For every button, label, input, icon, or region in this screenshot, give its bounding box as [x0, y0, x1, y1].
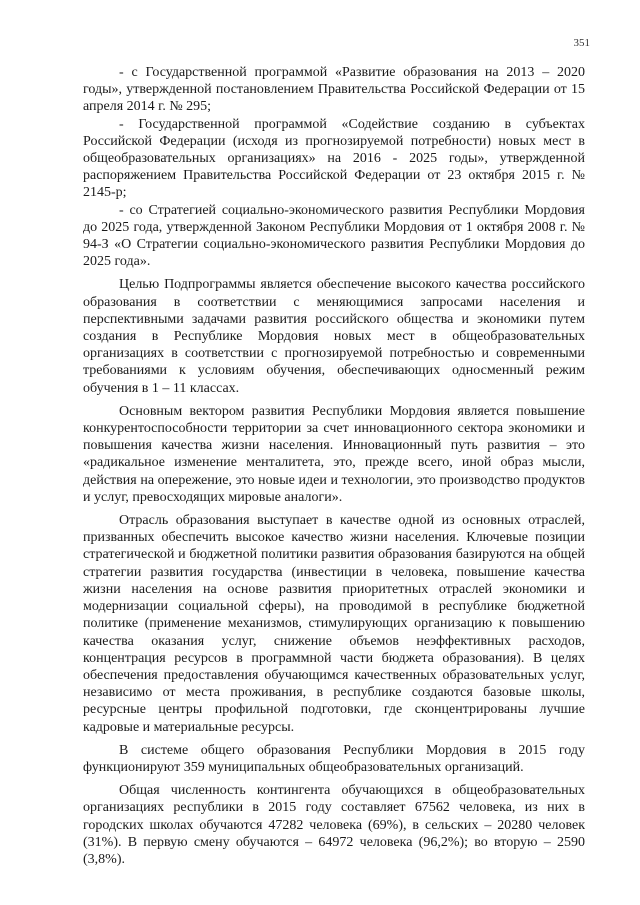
- paragraph-state-program-education: - с Государственной программой «Развитие образования на 2013 – 2020 годы», утвержденной постановлением Правительства Российской Федерации от 15 апреля 2014 г. № 295;: [83, 65, 585, 115]
- paragraph-state-program-new-places: - Государственной программой «Содействие созданию в субъектах Российской Федерации (исходя из прогнозируемой потребности) новых мест в общеобразовательных организациях» на 2016 - 2025 годы», утвержденной распоряжением Правительства Российской Федерации от 23 октября 2015 г. № 2145-р;: [83, 116, 585, 201]
- paragraph-development-vector: Основным вектором развития Республики Мордовия является повышение конкурентоспособности территории за счет инновационного сектора экономики и повышения качества жизни населения. Инновационный путь развития – это «радикальное изменение менталитета, это, прежде всего, иной образ мысли, действия на опережение, это новые идеи и технологии, это производство продуктов и услуг, превосходящих мировые аналоги».: [83, 403, 585, 505]
- paragraph-strategy-mordovia: - со Стратегией социально-экономического развития Республики Мордовия до 2025 года, утвержденной Законом Республики Мордовия от 1 октября 2008 г. № 94-З «О Стратегии социально-экономического развития Республики Мордовия до 2025 года».: [83, 202, 585, 270]
- paragraph-education-sector: Отрасль образования выступает в качестве одной из основных отраслей, призванных обеспечить высокое качество жизни населения. Ключевые позиции стратегической и бюджетной политики развития образования базируются на общей стратегии развития государства (инвестиции в человека, повышение качества жизни населения на основе развития приоритетных отраслей экономики и модернизации социальной сферы), на проводимой в республике бюджетной политике (применение механизмов, стимулирующих организацию к повышению качества оказания услуг, снижение объемов неэффективных расходов, концентрация ресурсов в программной части бюджета образования). В целях обеспечения предоставления обучающимся качественных образовательных услуг, независимо от места проживания, в республике создаются базовые школы, ресурсные центры профильной подготовки, где сконцентрированы лучшие кадровые и материальные ресурсы.: [83, 513, 585, 735]
- paragraph-general-education-system: В системе общего образования Республики Мордовия в 2015 году функционируют 359 муниципальных общеобразовательных организаций.: [83, 742, 585, 775]
- paragraph-student-contingent: Общая численность контингента обучающихся в общеобразовательных организациях республики в 2015 году составляет 67562 человека, из них в городских школах обучаются 47282 человека (69%), в сельских – 20280 человек (31%). В первую смену обучаются – 64972 человека (96,2%); во вторую – 2590 (3,8%).: [83, 783, 585, 867]
- document-body: [83, 64, 585, 868]
- page-number: 351: [573, 37, 590, 49]
- paragraph-subprogram-goal: Целью Подпрограммы является обеспечение высокого качества российского образования в соответствии с меняющимися запросами населения и перспективными задачами развития российского общества и экономики путем создания в Республике Мордовия новых мест в общеобразовательных организациях в соответствии с прогнозируемой потребностью и современными требованиями к условиям обучения, обеспечивающих односменный режим обучения в 1 – 11 классах.: [83, 277, 585, 396]
